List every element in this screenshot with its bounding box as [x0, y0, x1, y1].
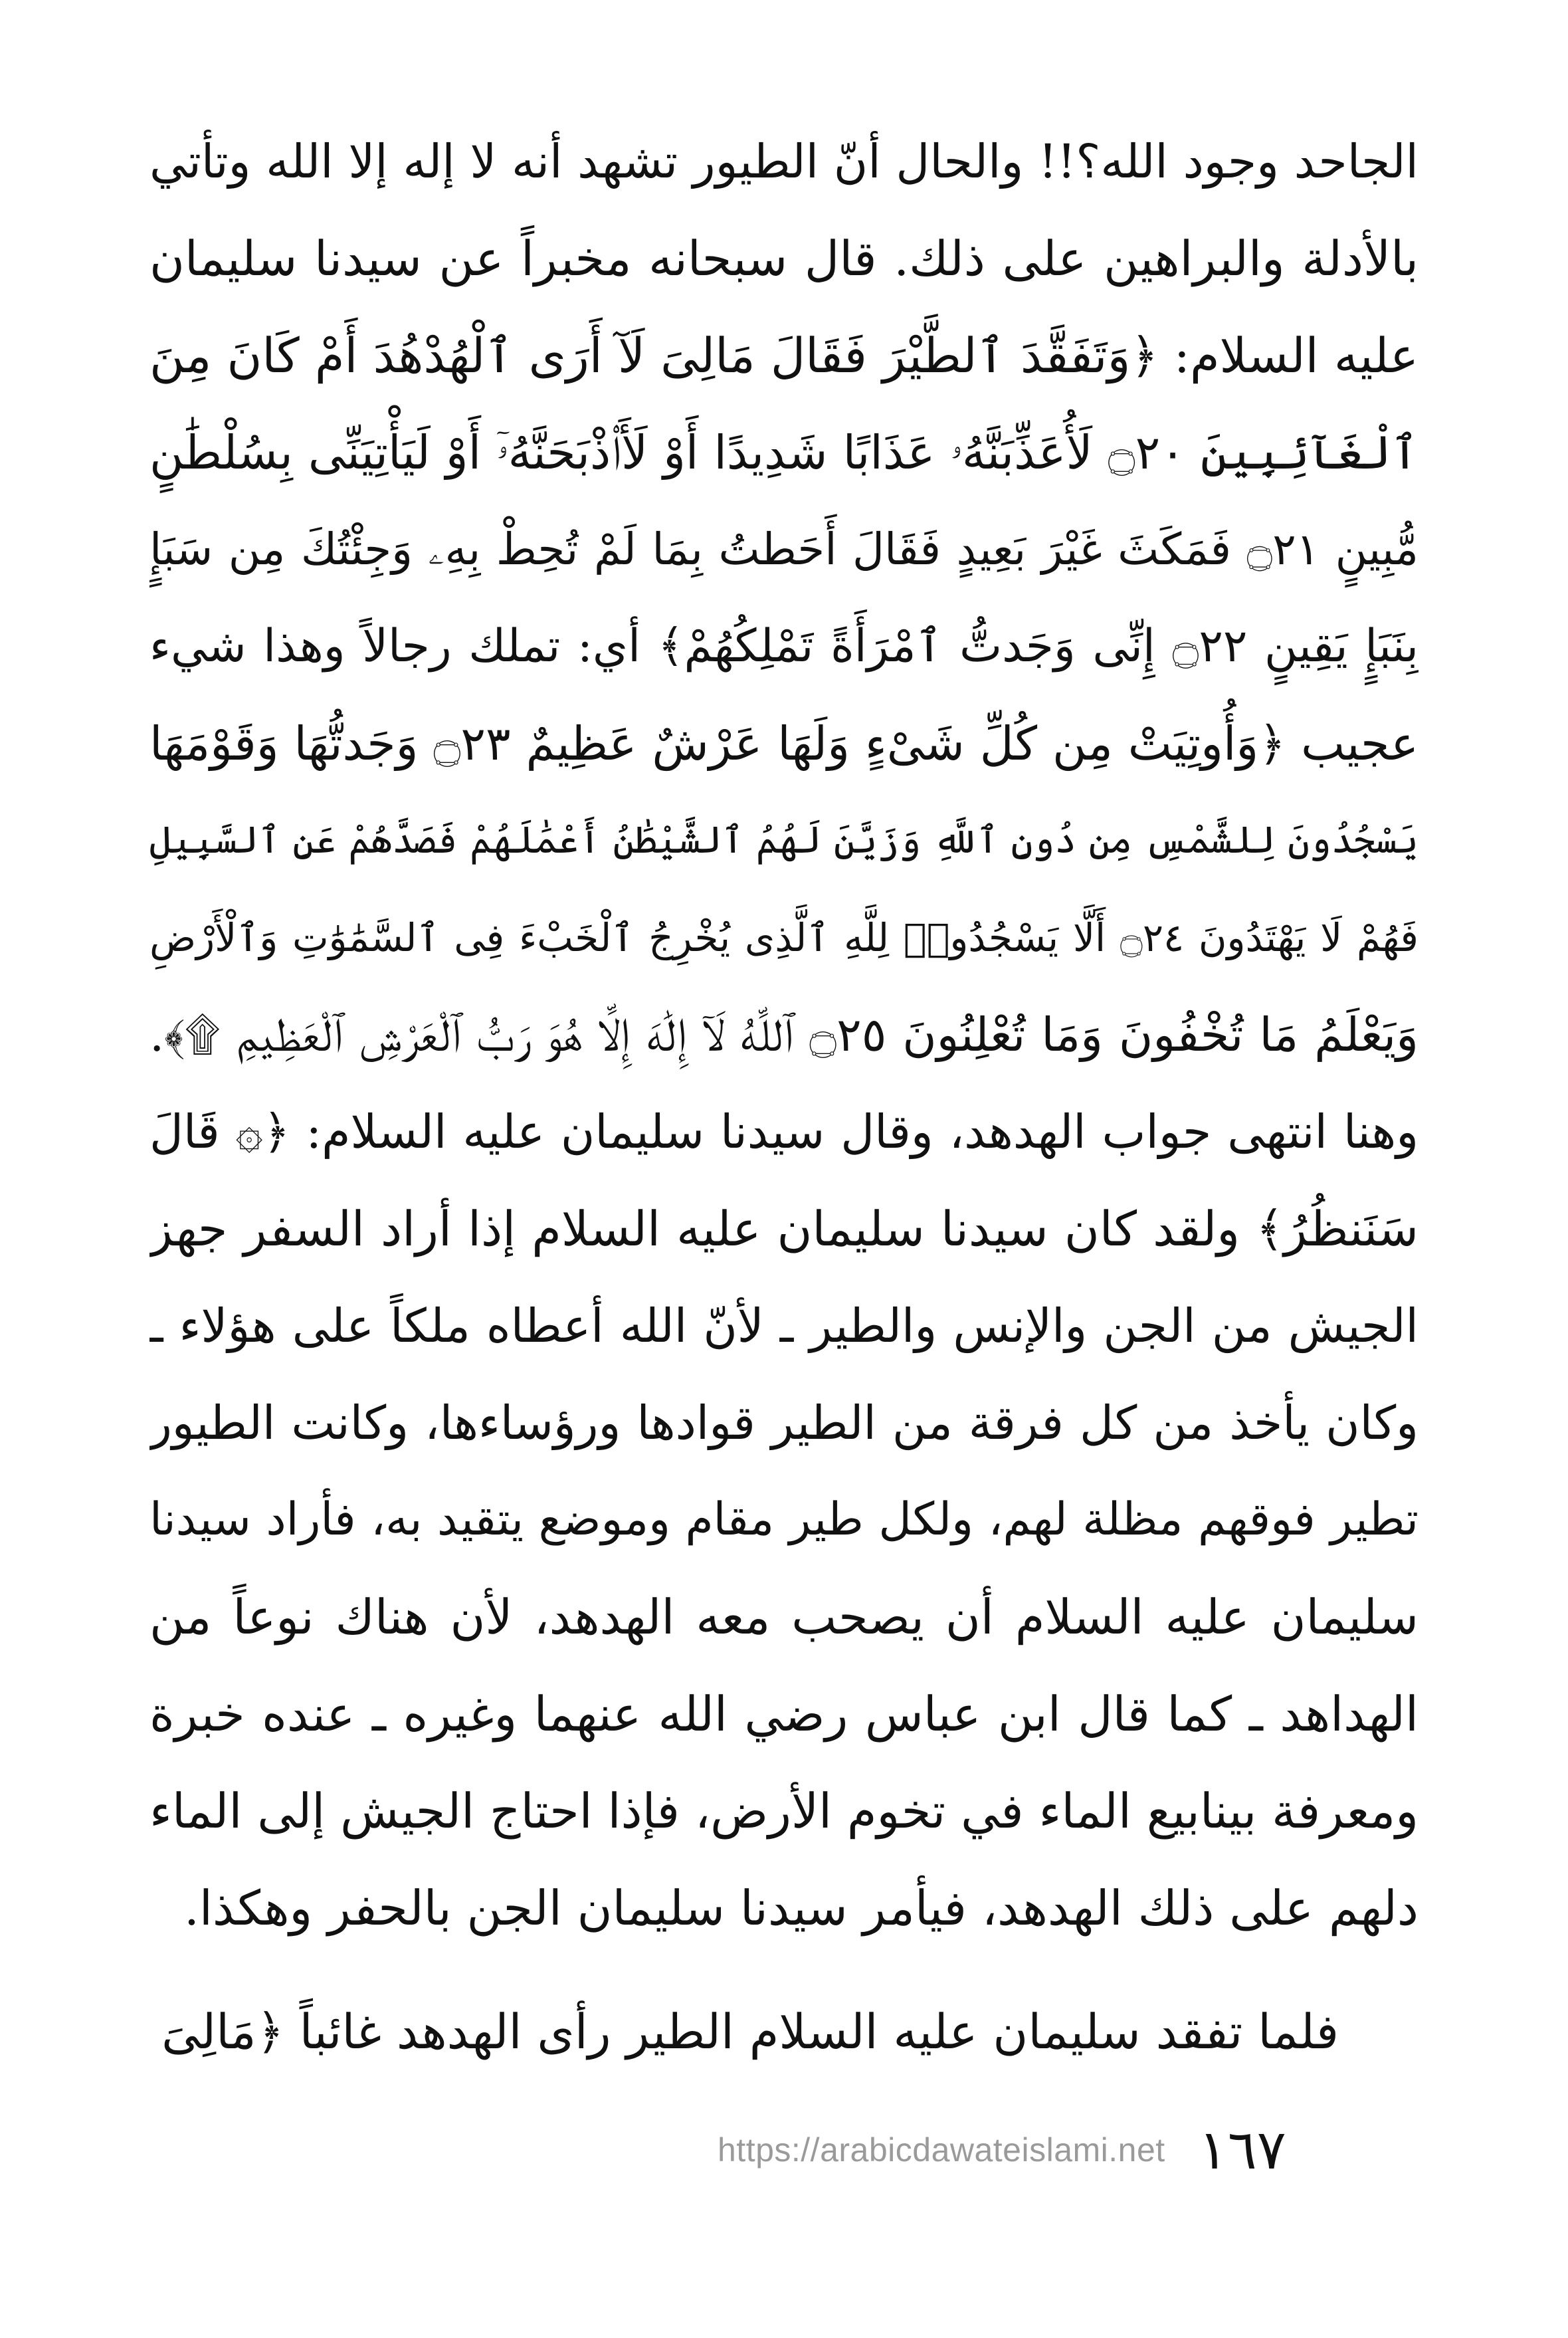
text-line: ومعرفة بينابيع الماء في تخوم الأرض، فإذا احتاج الجيش إلى الماء: [149, 1783, 1419, 1839]
text-line: وكان يأخذ من كل فرقة من الطير قوادها ورؤساءها، وكانت الطيور: [149, 1396, 1419, 1450]
text-line: تطير فوقهم مظلة لهم، ولكل طير مقام وموضع يتقيد به، فأراد سيدنا: [149, 1493, 1419, 1546]
text-line: عجيب ﴿وَأُوتِيَتْ مِن كُلِّ شَىْءٍ وَلَهَا عَرْشٌ عَظِيمٌ ۝٢٣ وَجَدتُّهَا وَقَوْمَهَا: [149, 716, 1419, 771]
text-line: بِنَبَإٍ يَقِينٍ ۝٢٢ إِنِّى وَجَدتُّ ٱمْرَأَةً تَمْلِكُهُمْ﴾ أي: تملك رجالاً وهذا شيء: [149, 620, 1419, 673]
paragraph-gap: [149, 1957, 1419, 1983]
text-line: الجيش من الجن والإنس والطير ـ لأنّ الله أعطاه ملكاً على هؤلاء ـ: [149, 1299, 1419, 1353]
text-line: ٱلْغَآئِبِينَ ۝٢٠ لَأُعَذِّبَنَّهُۥ عَذَابًا شَدِيدًا أَوْ لَأَا۟ذْبَحَنَّهُۥٓ أَوْ لَيَأْتِيَنِّى بِسُلْطَٰنٍ: [149, 425, 1419, 480]
paragraph-1: [149, 113, 1419, 1957]
text-line: مُّبِينٍ ۝٢١ فَمَكَثَ غَيْرَ بَعِيدٍ فَقَالَ أَحَطتُ بِمَا لَمْ تُحِطْ بِهِۦ وَجِئْتُكَ مِن سَبَإٍ: [149, 524, 1419, 575]
paragraph-2: [149, 1983, 1419, 2080]
text-line: بالأدلة والبراهين على ذلك. قال سبحانه مخبراً عن سيدنا سليمان: [149, 231, 1419, 286]
text-line: الهداهد ـ كما قال ابن عباس رضي الله عنهما وغيره ـ عنده خبرة: [149, 1686, 1419, 1742]
text-line: يَسْجُدُونَ لِلشَّمْسِ مِن دُونِ ٱللَّهِ وَزَيَّنَ لَهُمُ ٱلشَّيْطَٰنُ أَعْمَٰلَهُمْ فَصَدَّهُمْ عَنِ ٱلسَّبِيلِ: [149, 819, 1419, 862]
text-line: فلما تفقد سليمان عليه السلام الطير رأى الهدهد غائباً ﴿مَالِىَ: [161, 2004, 1339, 2060]
text-line: الجاحد وجود الله؟!! والحال أنّ الطيور تشهد أنه لا إله إلا الله وتأتي: [149, 134, 1419, 189]
body-text: [149, 113, 1419, 2080]
page-footer: [718, 2113, 1286, 2186]
text-line: عليه السلام: ﴿وَتَفَقَّدَ ٱلطَّيْرَ فَقَالَ مَالِىَ لَآ أَرَى ٱلْهُدْهُدَ أَمْ كَانَ مِنَ: [149, 328, 1419, 383]
text-line: سَنَنظُرُ﴾ ولقد كان سيدنا سليمان عليه السلام إذا أراد السفر جهز: [149, 1201, 1419, 1257]
text-line: فَهُمْ لَا يَهْتَدُونَ ۝٢٤ أَلَّا يَسْجُدُوا۟ لِلَّهِ ٱلَّذِى يُخْرِجُ ٱلْخَبْءَ فِى ٱلسَّمَٰوَٰتِ وَٱلْأَرْضِ: [149, 915, 1419, 960]
text-line: سليمان عليه السلام أن يصحب معه الهدهد، لأن هناك نوعاً من: [149, 1589, 1419, 1645]
text-line: دلهم على ذلك الهدهد، فيأمر سيدنا سليمان الجن بالحفر وهكذا.: [184, 1880, 1419, 1936]
site-watermark: https://arabicdawateislami.net: [718, 2131, 1165, 2169]
text-line: وَيَعْلَمُ مَا تُخْفُونَ وَمَا تُعْلِنُونَ ۝٢٥ ٱللَّهُ لَآ إِلَٰهَ إِلَّا هُوَ رَبُّ ٱلْعَرْشِ ٱلْعَظِيمِ ۩﴾.: [149, 1008, 1419, 1062]
page-number: ١٦٧: [1198, 2118, 1286, 2182]
text-line: وهنا انتهى جواب الهدهد، وقال سيدنا سليمان عليه السلام: ﴿۞ قَالَ: [149, 1105, 1419, 1159]
